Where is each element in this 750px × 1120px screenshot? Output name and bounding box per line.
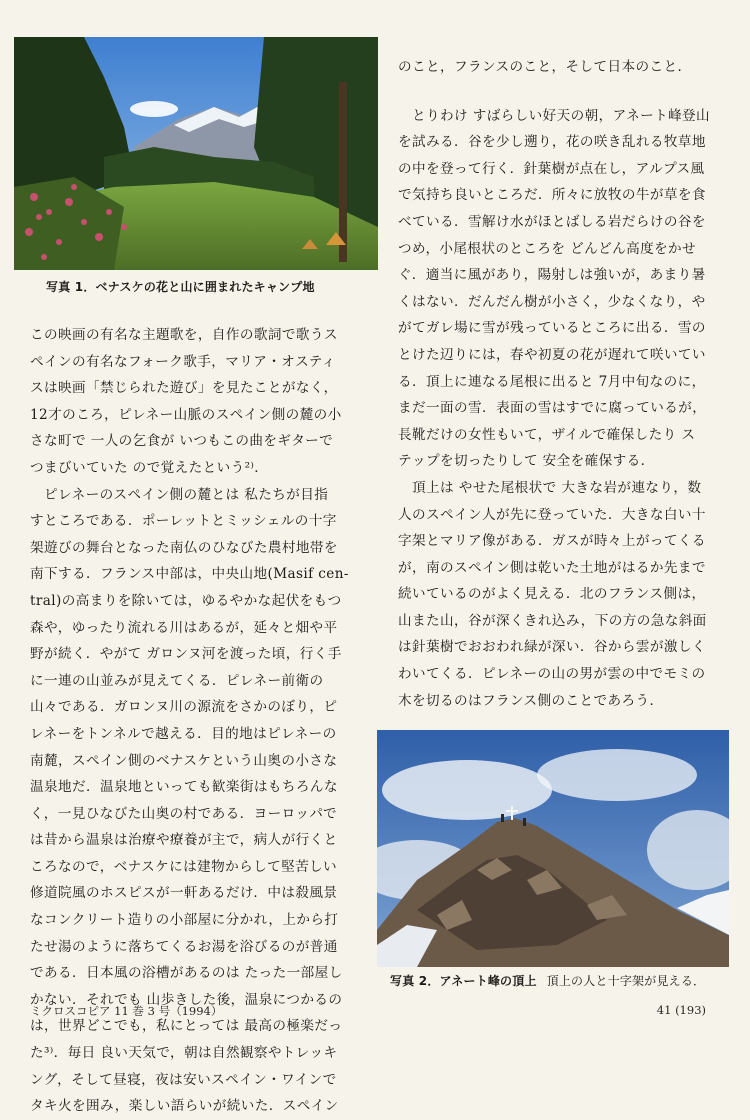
text-line: 架遊びの舞台となった南仏のひなびた農村地帯を bbox=[30, 539, 338, 556]
photo2-caption-description: 頂上の人と十字架が見える． bbox=[546, 974, 706, 988]
text-line: は針葉樹でおおわれ緑が深い．谷から雲が激しく bbox=[398, 639, 706, 656]
text-line: ころなので，ベナスケには建物からして堅苦しい bbox=[30, 858, 338, 875]
text-line: る．頂上に連なる尾根に出ると 7月中旬なのに， bbox=[398, 373, 706, 390]
text-line: く，一見ひなびた山奥の村である．ヨーロッパで bbox=[30, 805, 338, 822]
text-line: つまびいていた ので覚えたという²⁾． bbox=[30, 459, 269, 476]
text-line: なコンクリート造りの小部屋に分かれ，上から打 bbox=[30, 912, 339, 929]
text-line: のこと，フランスのこと，そして日本のこと． bbox=[398, 59, 692, 75]
text-line: が，南のスペイン側は乾いた土地がはるか先まで bbox=[398, 559, 706, 576]
text-line: わいてくる．ピレネーの山の男が雲の中でモミの bbox=[398, 666, 706, 683]
text-line: に一連の山並みが見えてくる．ピレネー前衛の bbox=[30, 672, 324, 689]
journal-reference: ミクロスコピア 11 巻 3 号（1994） bbox=[30, 1004, 223, 1018]
page-number: 41 (193) bbox=[656, 1003, 706, 1017]
text-line: ペインの有名なフォーク歌手，マリア・オスティ bbox=[30, 353, 336, 370]
text-line: 字架とマリア像がある．ガスが時々上がってくる bbox=[398, 533, 706, 550]
text-line: で気持ち良いところだ．所々に放牧の牛が草を食 bbox=[398, 187, 706, 204]
text-line: 南下する．フランス中部は，中央山地(Masif cen- bbox=[30, 566, 349, 583]
text-line: の中を登って行く．針葉樹が点在し，アルプス風 bbox=[398, 160, 705, 177]
text-line: は，世界どこでも，私にとっては 最高の極楽だっ bbox=[30, 1018, 343, 1035]
text-line: 野が続く．やがて ガロンヌ河を渡った頃，行く手 bbox=[30, 646, 342, 663]
text-line: 頂上は やせた尾根状で 大きな岩が連なり，数 bbox=[412, 479, 702, 496]
text-line: 南麓，スペイン側のベナスケという山奥の小さな bbox=[30, 752, 338, 769]
text-line: た³⁾．毎日 良い天気で，朝は自然観察やトレッキ bbox=[30, 1045, 338, 1062]
text-line: 12才のころ，ピレネー山脈のスペイン側の麓の小 bbox=[30, 406, 342, 423]
text-line: がてガレ場に雪が残っているところに出る．雪の bbox=[398, 320, 706, 337]
photo1-caption: 写真 1．ベナスケの花と山に囲まれたキャンプ地 bbox=[46, 280, 315, 294]
text-line: ング，そして昼寝，夜は安いスペイン・ワインで bbox=[30, 1071, 337, 1088]
photo-benasque-campsite-image bbox=[14, 37, 378, 270]
text-line: かない．それでも 山歩きした後，温泉につかるの bbox=[30, 991, 343, 1008]
text-line: 山また山，谷が深くきれ込み，下の方の急な斜面 bbox=[398, 612, 707, 629]
text-line: とりわけ すばらしい好天の朝，アネート峰登山 bbox=[412, 107, 711, 124]
text-line: レネーをトンネルで越える．目的地はピレネーの bbox=[30, 725, 337, 742]
text-line: べている．雪解け水がほとばしる岩だらけの谷を bbox=[398, 213, 706, 230]
text-line: は昔から温泉は治療や療養が主で，病人が行くと bbox=[30, 832, 338, 849]
text-line: 山々である．ガロンヌ川の源流をさかのぼり，ピ bbox=[30, 699, 338, 716]
text-line: 森や，ゆったり流れる川はあるが，延々と畑や平 bbox=[30, 619, 338, 636]
left-text-column bbox=[30, 322, 376, 1120]
photo-aneto-summit-image bbox=[377, 730, 729, 967]
right-text-column bbox=[398, 54, 732, 843]
text-line: 温泉地だ．温泉地といっても歓楽街はもちろんな bbox=[30, 779, 338, 796]
text-line: を試みる．谷を少し遡り，花の咲き乱れる牧草地 bbox=[398, 134, 706, 151]
photo-benasque-campsite bbox=[14, 37, 378, 270]
text-line: スは映画「禁じられた遊び」を見たことがなく， bbox=[30, 380, 338, 397]
text-line: 続いているのがよく見える．北のフランス側は， bbox=[398, 586, 706, 603]
photo2-caption bbox=[390, 972, 705, 989]
text-line: さな町で 一人の乞食が いつもこの曲をギターで bbox=[30, 433, 334, 450]
photo2-caption-label: 写真 2．アネート峰の頂上 bbox=[390, 974, 537, 988]
text-line: たせ湯のように落ちてくるお湯を浴びるのが普通 bbox=[30, 938, 338, 955]
text-line: つめ，小尾根状のところを どんどん高度をかせ bbox=[398, 240, 697, 257]
text-line: この映画の有名な主題歌を，自作の歌詞で歌うス bbox=[30, 327, 338, 343]
text-line: まだ一面の雪．表面の雪はすでに腐っているが， bbox=[398, 400, 707, 417]
text-line: 人のスペイン人が先に登っていた．大きな白い十 bbox=[398, 506, 706, 523]
text-line: である．日本風の浴槽があるのは たった一部屋し bbox=[30, 965, 343, 982]
text-line: タキ火を囲み，楽しい語らいが続いた．スペイン bbox=[30, 1098, 339, 1115]
text-line: とけた辺りには，春や初夏の花が遅れて咲いてい bbox=[398, 346, 706, 363]
text-line: 木を切るのはフランス側のことであろう． bbox=[398, 692, 664, 709]
text-line: テップを切ったりして 安全を確保する． bbox=[398, 453, 655, 470]
text-line: tral)の高まりを除いては，ゆるやかな起伏をもつ bbox=[30, 592, 342, 609]
text-line: 長靴だけの女性もいて，ザイルで確保したり ス bbox=[398, 426, 696, 443]
text-line: ピレネーのスペイン側の麓とは 私たちが目指 bbox=[44, 486, 329, 503]
text-line: くはない．だんだん樹が小さく，少なくなり，や bbox=[398, 293, 706, 310]
text-line: 修道院風のホスピスが一軒あるだけ．中は殺風景 bbox=[30, 885, 338, 902]
text-line: すところである．ポーレットとミッシェルの十字 bbox=[30, 513, 337, 530]
photo-aneto-summit bbox=[377, 730, 729, 967]
text-line: ぐ．適当に風があり，陽射しは強いが，あまり暑 bbox=[398, 267, 706, 284]
